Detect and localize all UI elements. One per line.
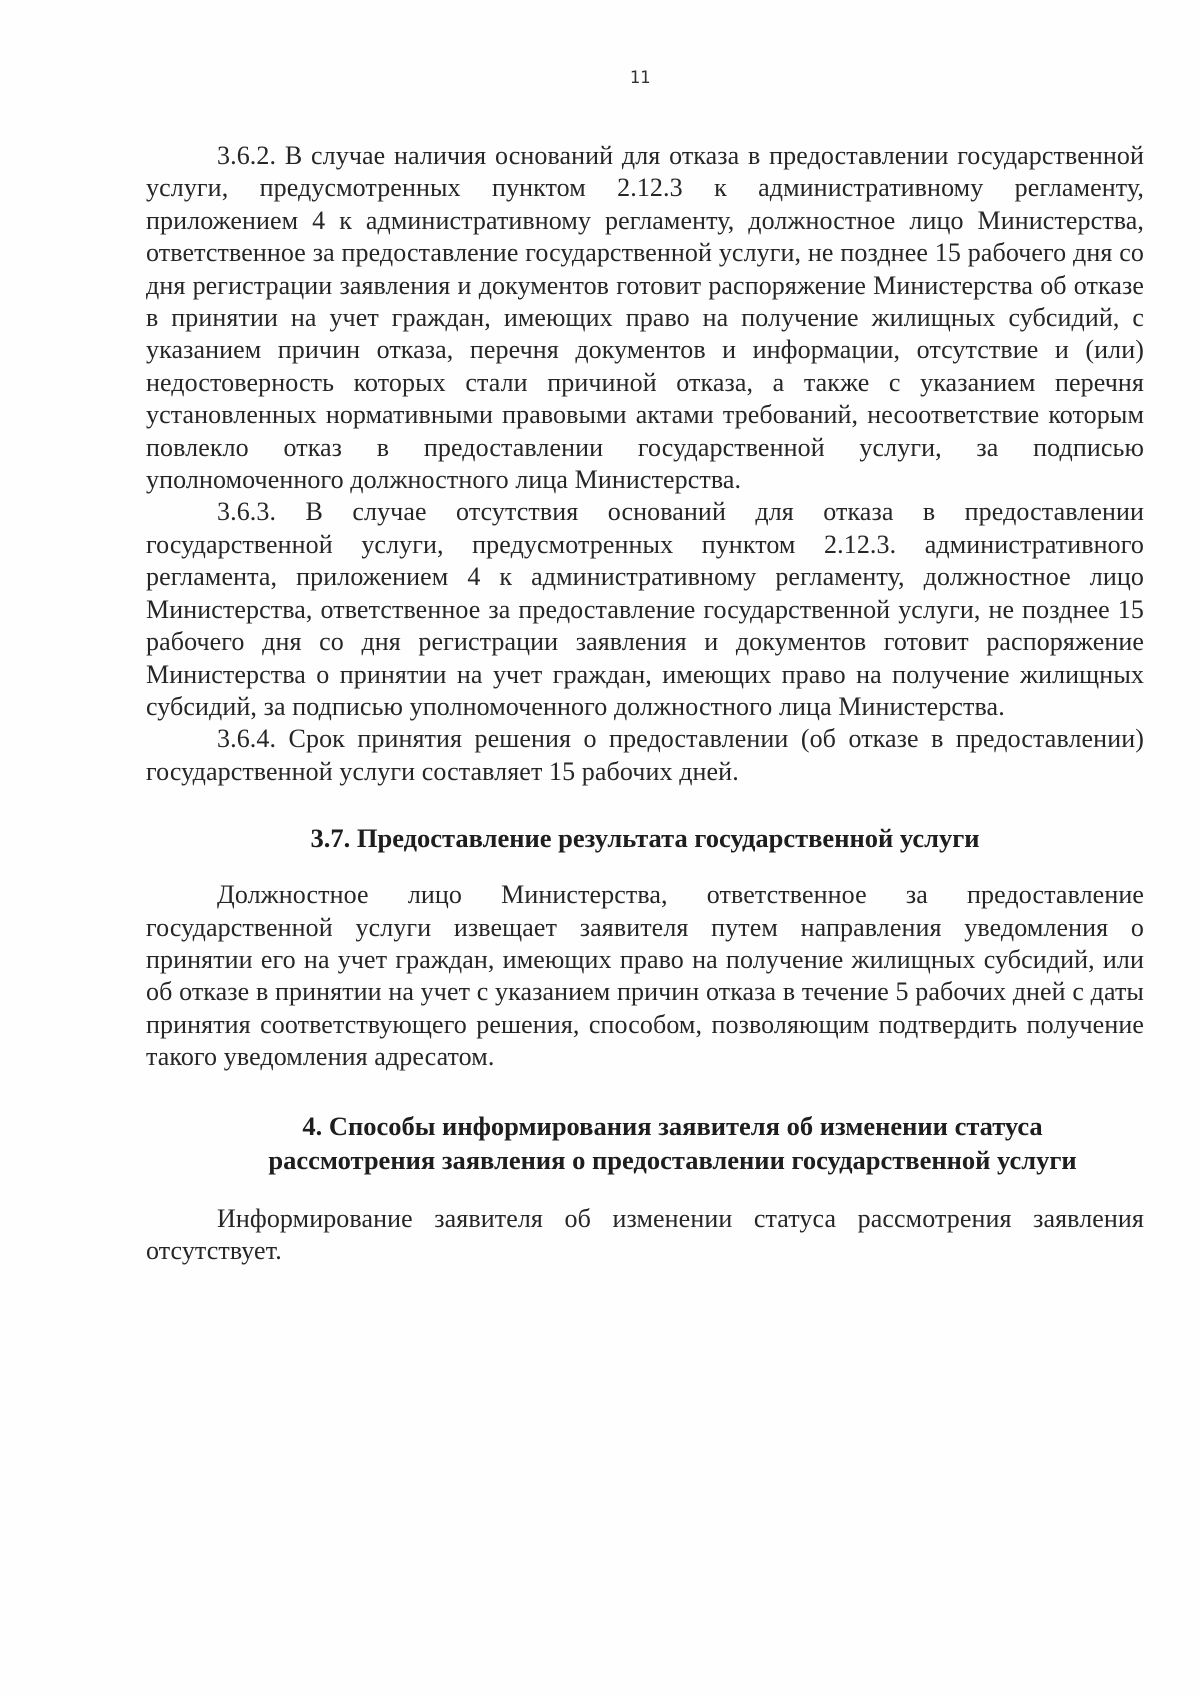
section-heading-3-7: 3.7. Предоставление результата государственной услуги (310, 823, 980, 854)
paragraph-3-6-4: 3.6.4. Срок принятия решения о предоставлении (об отказе в предоставлении) государственной услуги составляет 15 рабочих дней. (146, 724, 1144, 786)
paragraph-4: Информирование заявителя об изменении статуса рассмотрения заявления отсутствует. (146, 1203, 1144, 1265)
page-number: 11 (629, 68, 651, 88)
section-heading-4-line-2: рассмотрения заявления о предоставлении государственной услуги (268, 1144, 1077, 1175)
document-body (146, 140, 1144, 1267)
section-heading-4-line-1: 4. Способы информирования заявителя об изменении статуса (302, 1110, 1043, 1141)
paragraph-3-7: Должностное лицо Министерства, ответственное за предоставление государственной услуги извещает заявителя путем направления уведомления о принятии его на учет граждан, имеющих право на получение жилищных субсидий, или об отказе в принятии на учет с указанием причин отказа в течение 5 рабочих дней с даты принятия соответствующего решения, способом, позволяющим подтвердить получение такого уведомления адресатом. (146, 880, 1144, 1072)
paragraph-3-6-2: 3.6.2. В случае наличия оснований для отказа в предоставлении государственной услуги, предусмотренных пунктом 2.12.3 к административному регламенту, приложением 4 к административному регламенту, должностное лицо Министерства, ответственное за предоставление государственной услуги, не позднее 15 рабочего дня со дня регистрации заявления и документов готовит распоряжение Министерства об отказе в принятии на учет граждан, имеющих право на получение жилищных субсидий, с указанием причин отказа, перечня документов и информации, отсутствие и (или) недостоверность которых стали причиной отказа, а также с указанием перечня установленных нормативными правовыми актами требований, несоответствие которым повлекло отказ в предоставлении государственной услуги, за подписью уполномоченного должностного лица Министерства. (146, 141, 1144, 495)
section-heading-4 (146, 1109, 1144, 1177)
paragraph-3-6-3: 3.6.3. В случае отсутствия оснований для отказа в предоставлении государственной услуги, предусмотренных пунктом 2.12.3. административного регламента, приложением 4 к административному регламенту, должностное лицо Министерства, ответственное за предоставление государственной услуги, не позднее 15 рабочего дня со дня регистрации заявления и документов готовит распоряжение Министерства о принятии на учет граждан, имеющих право на получение жилищных субсидий, за подписью уполномоченного должностного лица Министерства. (146, 497, 1144, 721)
